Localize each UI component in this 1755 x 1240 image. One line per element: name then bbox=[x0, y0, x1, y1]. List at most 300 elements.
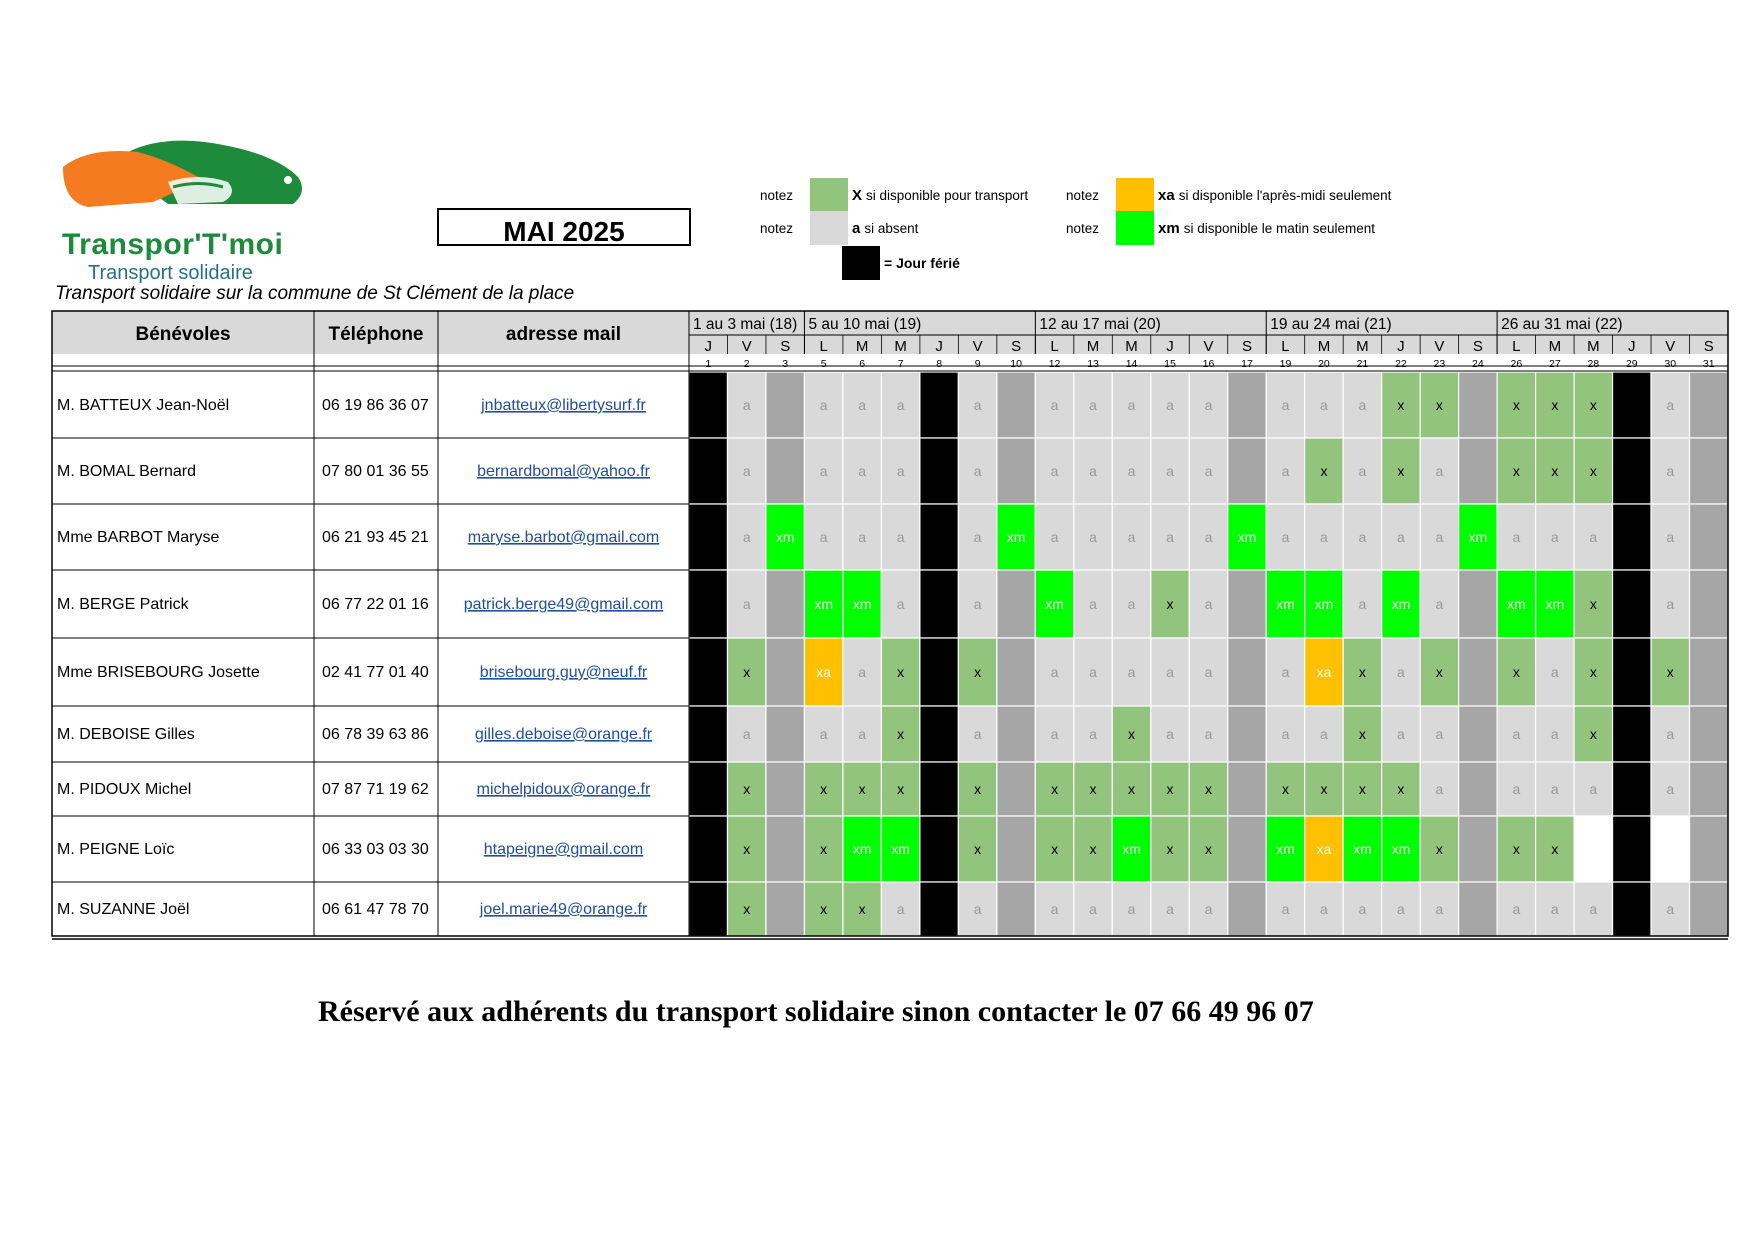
day-cell bbox=[920, 438, 958, 504]
cell-mark: x bbox=[1358, 726, 1366, 742]
week-label: 12 au 17 mai (20) bbox=[1039, 316, 1161, 333]
cell-mark: a bbox=[1320, 726, 1328, 742]
cell-mark: x bbox=[1589, 463, 1597, 479]
day-cell bbox=[920, 882, 958, 936]
cell-mark: a bbox=[1397, 726, 1405, 742]
volunteer-name: M. BOMAL Bernard bbox=[57, 463, 197, 480]
header-volunteers: Bénévoles bbox=[135, 324, 231, 345]
cell-mark: x bbox=[858, 901, 866, 917]
cell-mark: a bbox=[973, 596, 982, 612]
cell-mark: a bbox=[896, 596, 905, 612]
cell-mark: a bbox=[1127, 397, 1136, 413]
cell-mark: x bbox=[1128, 781, 1136, 797]
cell-mark: a bbox=[858, 463, 867, 479]
cell-mark: a bbox=[1204, 529, 1213, 545]
legend-code-a: a bbox=[852, 219, 861, 237]
day-cell bbox=[766, 638, 804, 706]
day-cell bbox=[1228, 706, 1266, 762]
day-cell bbox=[1613, 438, 1651, 504]
legend-prefix: notez bbox=[760, 220, 794, 236]
cell-mark: xa bbox=[816, 664, 832, 680]
day-cell bbox=[1459, 372, 1497, 438]
day-cell bbox=[997, 638, 1035, 706]
day-letter: V bbox=[1665, 338, 1676, 355]
cell-mark: a bbox=[1550, 901, 1559, 917]
cell-mark: a bbox=[742, 463, 751, 479]
day-cell bbox=[1690, 638, 1728, 706]
cell-mark: a bbox=[858, 726, 867, 742]
day-cell bbox=[1613, 638, 1651, 706]
cell-mark: x bbox=[1166, 781, 1174, 797]
cell-mark: a bbox=[1358, 596, 1367, 612]
cell-mark: a bbox=[858, 529, 867, 545]
legend-prefix: notez bbox=[760, 187, 794, 203]
cell-mark: x bbox=[897, 726, 905, 742]
cell-mark: a bbox=[742, 397, 751, 413]
day-cell bbox=[766, 570, 804, 638]
cell-mark: xm bbox=[1545, 596, 1565, 612]
day-number: 8 bbox=[936, 358, 943, 370]
volunteer-email[interactable]: maryse.barbot@gmail.com bbox=[467, 529, 660, 546]
day-cell bbox=[920, 504, 958, 570]
day-number: 10 bbox=[1010, 358, 1022, 370]
cell-mark: x bbox=[743, 901, 751, 917]
day-letter: M bbox=[1317, 338, 1331, 355]
cell-mark: x bbox=[1358, 781, 1366, 797]
legend-text-x: si disponible pour transport bbox=[866, 187, 1029, 203]
cell-mark: x bbox=[1397, 463, 1405, 479]
day-number: 30 bbox=[1664, 358, 1677, 370]
day-cell bbox=[920, 816, 958, 882]
volunteer-name: M. PIDOUX Michel bbox=[57, 781, 192, 798]
day-cell bbox=[1690, 438, 1728, 504]
cell-mark: a bbox=[896, 529, 905, 545]
cell-mark: a bbox=[1089, 596, 1097, 612]
day-number: 27 bbox=[1548, 358, 1561, 370]
cell-mark: x bbox=[743, 664, 751, 680]
day-letter: L bbox=[1050, 338, 1059, 355]
day-cell bbox=[689, 882, 727, 936]
day-number: 24 bbox=[1472, 358, 1484, 370]
cell-mark: a bbox=[1320, 529, 1328, 545]
cell-mark: a bbox=[1666, 726, 1675, 742]
day-cell bbox=[997, 438, 1035, 504]
cell-mark: xm bbox=[1391, 596, 1411, 612]
day-number: 12 bbox=[1048, 358, 1061, 370]
day-number: 19 bbox=[1279, 358, 1292, 370]
cell-mark: a bbox=[1666, 781, 1675, 797]
volunteer-name: M. BATTEUX Jean-Noël bbox=[57, 397, 230, 414]
cell-mark: a bbox=[1435, 781, 1444, 797]
cell-mark: a bbox=[1050, 664, 1059, 680]
cell-mark: a bbox=[1435, 726, 1444, 742]
cell-mark: a bbox=[1204, 397, 1213, 413]
cell-mark: x bbox=[743, 841, 751, 857]
cell-mark: xm bbox=[1006, 529, 1026, 545]
day-number: 23 bbox=[1433, 358, 1446, 370]
cell-mark: xm bbox=[852, 841, 872, 857]
day-letter: M bbox=[855, 338, 869, 355]
day-number: 14 bbox=[1125, 358, 1138, 370]
day-cell bbox=[920, 706, 958, 762]
cell-mark: x bbox=[1551, 841, 1559, 857]
cell-mark: a bbox=[1397, 529, 1405, 545]
legend-prefix: notez bbox=[1066, 220, 1100, 236]
cell-mark: a bbox=[1435, 529, 1444, 545]
volunteer-email[interactable]: gilles.deboise@orange.fr bbox=[474, 726, 653, 743]
day-cell bbox=[997, 816, 1035, 882]
day-number: 22 bbox=[1395, 358, 1407, 370]
cell-mark: xm bbox=[1314, 596, 1334, 612]
day-cell bbox=[920, 638, 958, 706]
cell-mark: a bbox=[1127, 529, 1136, 545]
cell-mark: x bbox=[820, 841, 828, 857]
volunteer-phone: 06 78 39 63 86 bbox=[322, 726, 429, 743]
cell-mark: x bbox=[1512, 463, 1520, 479]
volunteer-phone: 07 87 71 19 62 bbox=[322, 781, 429, 798]
cell-mark: a bbox=[1666, 596, 1675, 612]
cell-mark: a bbox=[1550, 664, 1559, 680]
cell-mark: x bbox=[1320, 781, 1328, 797]
day-cell bbox=[1613, 882, 1651, 936]
day-cell bbox=[1459, 638, 1497, 706]
cell-mark: a bbox=[896, 463, 905, 479]
cell-mark: a bbox=[1666, 397, 1675, 413]
day-cell bbox=[997, 706, 1035, 762]
day-number: 16 bbox=[1202, 358, 1215, 370]
cell-mark: a bbox=[1089, 664, 1097, 680]
day-letter: S bbox=[780, 338, 791, 355]
cell-mark: a bbox=[1166, 901, 1174, 917]
day-cell bbox=[997, 882, 1035, 936]
day-cell bbox=[689, 438, 727, 504]
day-letter: J bbox=[704, 338, 712, 355]
cell-mark: x bbox=[1666, 664, 1674, 680]
volunteer-email[interactable]: brisebourg.guy@neuf.fr bbox=[479, 664, 648, 681]
day-cell bbox=[766, 372, 804, 438]
cell-mark: a bbox=[896, 901, 905, 917]
volunteer-email[interactable]: patrick.berge49@gmail.com bbox=[463, 596, 664, 613]
cell-mark: xm bbox=[1353, 841, 1372, 857]
cell-mark: a bbox=[1089, 463, 1097, 479]
cell-mark: xa bbox=[1316, 664, 1332, 680]
day-number: 6 bbox=[859, 358, 866, 370]
cell-mark: a bbox=[1204, 463, 1213, 479]
cell-mark: a bbox=[1550, 726, 1559, 742]
cell-mark: a bbox=[1666, 901, 1675, 917]
day-letter: M bbox=[1356, 338, 1369, 355]
day-cell bbox=[766, 706, 804, 762]
cell-mark: a bbox=[1358, 397, 1367, 413]
day-cell bbox=[766, 762, 804, 816]
legend-text-a: si absent bbox=[864, 220, 919, 236]
cell-mark: a bbox=[973, 397, 982, 413]
day-cell bbox=[920, 762, 958, 816]
cell-mark: a bbox=[1358, 529, 1367, 545]
cell-mark: xm bbox=[1122, 841, 1141, 857]
cell-mark: a bbox=[1435, 463, 1444, 479]
volunteer-phone: 06 21 93 45 21 bbox=[322, 529, 429, 546]
cell-mark: a bbox=[1666, 463, 1675, 479]
day-number: 31 bbox=[1702, 358, 1715, 370]
cell-mark: a bbox=[1550, 529, 1559, 545]
cell-mark: x bbox=[1320, 463, 1328, 479]
day-letter: V bbox=[972, 338, 983, 355]
cell-mark: x bbox=[820, 901, 828, 917]
day-cell bbox=[1228, 372, 1266, 438]
day-cell bbox=[997, 762, 1035, 816]
day-cell bbox=[689, 504, 727, 570]
cell-mark: x bbox=[820, 781, 828, 797]
cell-mark: a bbox=[1050, 529, 1059, 545]
cell-mark: a bbox=[1550, 781, 1559, 797]
day-cell bbox=[766, 882, 804, 936]
cell-mark: a bbox=[1512, 781, 1521, 797]
volunteer-name: M. DEBOISE Gilles bbox=[57, 726, 195, 743]
volunteer-phone: 06 61 47 78 70 bbox=[322, 901, 429, 918]
day-letter: S bbox=[1472, 338, 1483, 355]
cell-mark: a bbox=[1281, 664, 1290, 680]
cell-mark: x bbox=[974, 841, 982, 857]
cell-mark: xm bbox=[814, 596, 834, 612]
cell-mark: x bbox=[1051, 841, 1059, 857]
cell-mark: a bbox=[1281, 397, 1290, 413]
day-cell bbox=[1228, 762, 1266, 816]
cell-mark: a bbox=[819, 529, 828, 545]
cell-mark: a bbox=[742, 726, 751, 742]
cell-mark: x bbox=[1512, 397, 1520, 413]
cell-mark: xm bbox=[775, 529, 795, 545]
day-cell bbox=[1690, 816, 1728, 882]
cell-mark: a bbox=[1089, 901, 1097, 917]
legend-code-xm: xm bbox=[1158, 219, 1180, 237]
day-number: 1 bbox=[705, 358, 712, 370]
footer-note: Réservé aux adhérents du transport solidaire sinon contacter le 07 66 49 96 07 bbox=[318, 995, 1314, 1028]
volunteer-name: Mme BARBOT Maryse bbox=[57, 529, 220, 546]
volunteer-name: Mme BRISEBOURG Josette bbox=[57, 664, 260, 681]
day-cell bbox=[1613, 504, 1651, 570]
volunteer-email[interactable]: michelpidoux@orange.fr bbox=[476, 781, 651, 798]
day-letter: J bbox=[935, 338, 943, 355]
legend-text-xa: si disponible l'après-midi seulement bbox=[1178, 187, 1392, 203]
cell-mark: x bbox=[1435, 841, 1443, 857]
day-letter: V bbox=[1203, 338, 1214, 355]
day-cell bbox=[1613, 816, 1651, 882]
day-cell bbox=[1651, 816, 1689, 882]
cell-mark: xa bbox=[1316, 841, 1332, 857]
cell-mark: x bbox=[1128, 726, 1136, 742]
day-cell bbox=[1613, 706, 1651, 762]
cell-mark: a bbox=[1204, 901, 1213, 917]
day-number: 5 bbox=[820, 358, 827, 370]
cell-mark: a bbox=[858, 664, 867, 680]
cell-mark: a bbox=[1589, 529, 1598, 545]
cell-mark: a bbox=[819, 726, 828, 742]
volunteer-phone: 06 33 03 03 30 bbox=[322, 841, 429, 858]
cell-mark: a bbox=[1204, 664, 1213, 680]
cell-mark: x bbox=[1589, 397, 1597, 413]
cell-mark: x bbox=[1397, 397, 1405, 413]
cell-mark: xm bbox=[1507, 596, 1526, 612]
week-label: 1 au 3 mai (18) bbox=[693, 316, 798, 333]
day-cell bbox=[920, 570, 958, 638]
day-number: 20 bbox=[1318, 358, 1330, 370]
day-cell bbox=[1228, 882, 1266, 936]
day-number: 9 bbox=[974, 358, 981, 370]
cell-mark: a bbox=[1050, 463, 1059, 479]
volunteer-name: M. SUZANNE Joël bbox=[57, 901, 190, 918]
cell-mark: a bbox=[1435, 901, 1444, 917]
cell-mark: x bbox=[1551, 463, 1559, 479]
cell-mark: xm bbox=[1237, 529, 1257, 545]
day-letter: M bbox=[894, 338, 907, 355]
cell-mark: x bbox=[1435, 664, 1443, 680]
day-number: 15 bbox=[1164, 358, 1176, 370]
day-cell bbox=[689, 706, 727, 762]
cell-mark: x bbox=[1166, 841, 1174, 857]
day-cell bbox=[1690, 882, 1728, 936]
cell-mark: a bbox=[1666, 529, 1675, 545]
cell-mark: a bbox=[1166, 463, 1174, 479]
cell-mark: x bbox=[1089, 841, 1097, 857]
cell-mark: a bbox=[1127, 901, 1136, 917]
cell-mark: x bbox=[1512, 841, 1520, 857]
day-cell bbox=[689, 816, 727, 882]
cell-mark: a bbox=[1050, 901, 1059, 917]
cell-mark: a bbox=[1166, 529, 1174, 545]
volunteer-email[interactable]: jnbatteux@libertysurf.fr bbox=[481, 397, 646, 414]
cell-mark: xm bbox=[891, 841, 910, 857]
cell-mark: x bbox=[858, 781, 866, 797]
volunteer-email[interactable]: htapeigne@gmail.com bbox=[483, 841, 644, 858]
cell-mark: a bbox=[1127, 664, 1136, 680]
day-cell bbox=[1613, 570, 1651, 638]
day-cell bbox=[689, 638, 727, 706]
cell-mark: x bbox=[1051, 781, 1059, 797]
cell-mark: x bbox=[1589, 596, 1597, 612]
cell-mark: x bbox=[1166, 596, 1174, 612]
day-letter: V bbox=[741, 338, 752, 355]
day-cell bbox=[1459, 438, 1497, 504]
cell-mark: x bbox=[974, 781, 982, 797]
cell-mark: x bbox=[1551, 397, 1559, 413]
day-cell bbox=[1459, 762, 1497, 816]
cell-mark: a bbox=[1320, 901, 1328, 917]
day-cell bbox=[997, 372, 1035, 438]
cell-mark: a bbox=[1358, 901, 1367, 917]
subtitle: Transport solidaire sur la commune de St Clément de la place bbox=[55, 283, 575, 304]
cell-mark: a bbox=[973, 463, 982, 479]
volunteer-phone: 06 77 22 01 16 bbox=[322, 596, 429, 613]
day-cell bbox=[1613, 762, 1651, 816]
cell-mark: a bbox=[896, 397, 905, 413]
week-label: 26 au 31 mai (22) bbox=[1501, 316, 1623, 333]
day-cell bbox=[920, 372, 958, 438]
cell-mark: a bbox=[1050, 726, 1059, 742]
legend-holiday-text: = Jour férié bbox=[884, 255, 960, 271]
volunteer-phone: 07 80 01 36 55 bbox=[322, 463, 429, 480]
day-letter: S bbox=[1703, 338, 1714, 355]
cell-mark: a bbox=[742, 596, 751, 612]
volunteer-email[interactable]: joel.marie49@orange.fr bbox=[479, 901, 648, 918]
day-letter: M bbox=[1125, 338, 1138, 355]
cell-mark: x bbox=[974, 664, 982, 680]
day-cell bbox=[1459, 816, 1497, 882]
day-number: 21 bbox=[1356, 358, 1369, 370]
cell-mark: a bbox=[1281, 901, 1290, 917]
cell-mark: a bbox=[742, 529, 751, 545]
day-cell bbox=[997, 570, 1035, 638]
day-letter: J bbox=[1166, 338, 1174, 355]
header-phone: Téléphone bbox=[328, 324, 424, 345]
day-cell bbox=[1574, 816, 1612, 882]
cell-mark: x bbox=[743, 781, 751, 797]
cell-mark: x bbox=[1589, 726, 1597, 742]
cell-mark: a bbox=[1512, 529, 1521, 545]
cell-mark: a bbox=[1166, 397, 1174, 413]
cell-mark: a bbox=[1050, 397, 1059, 413]
cell-mark: x bbox=[1512, 664, 1520, 680]
volunteer-name: M. BERGE Patrick bbox=[57, 596, 189, 613]
cell-mark: a bbox=[1166, 664, 1174, 680]
cell-mark: a bbox=[1089, 397, 1097, 413]
cell-mark: a bbox=[1281, 529, 1290, 545]
week-label: 19 au 24 mai (21) bbox=[1270, 316, 1392, 333]
cell-mark: a bbox=[819, 397, 828, 413]
day-number: 3 bbox=[782, 358, 789, 370]
day-cell bbox=[1459, 706, 1497, 762]
day-cell bbox=[689, 762, 727, 816]
legend-code-xa: xa bbox=[1158, 186, 1175, 204]
cell-mark: a bbox=[973, 726, 982, 742]
cell-mark: x bbox=[1281, 781, 1289, 797]
cell-mark: a bbox=[1089, 529, 1097, 545]
day-cell bbox=[1690, 372, 1728, 438]
volunteer-email[interactable]: bernardbomal@yahoo.fr bbox=[477, 463, 650, 480]
cell-mark: a bbox=[1166, 726, 1174, 742]
header-email: adresse mail bbox=[505, 324, 622, 345]
cell-mark: xm bbox=[1045, 596, 1064, 612]
volunteer-phone: 06 19 86 36 07 bbox=[322, 397, 429, 414]
logo-name: Transpor'T'moi bbox=[62, 228, 284, 261]
day-letter: L bbox=[1281, 338, 1290, 355]
week-label: 5 au 10 mai (19) bbox=[808, 316, 922, 333]
day-cell bbox=[1690, 762, 1728, 816]
day-number: 28 bbox=[1587, 358, 1600, 370]
cell-mark: a bbox=[973, 529, 982, 545]
day-letter: L bbox=[1512, 338, 1521, 355]
cell-mark: a bbox=[1281, 726, 1290, 742]
volunteer-phone: 02 41 77 01 40 bbox=[322, 664, 429, 681]
day-cell bbox=[1228, 638, 1266, 706]
day-number: 2 bbox=[743, 358, 750, 370]
day-letter: S bbox=[1241, 338, 1252, 355]
cell-mark: a bbox=[973, 901, 982, 917]
cell-mark: xm bbox=[1468, 529, 1488, 545]
page-title: MAI 2025 bbox=[437, 208, 691, 246]
day-letter: M bbox=[1548, 338, 1562, 355]
day-number: 13 bbox=[1087, 358, 1099, 370]
volunteer-name: M. PEIGNE Loïc bbox=[57, 841, 175, 858]
cell-mark: x bbox=[1435, 397, 1443, 413]
cell-mark: a bbox=[1320, 397, 1328, 413]
day-cell bbox=[1228, 816, 1266, 882]
day-cell bbox=[1690, 504, 1728, 570]
day-number: 29 bbox=[1625, 358, 1638, 370]
cell-mark: x bbox=[1089, 781, 1097, 797]
day-letter: M bbox=[1587, 338, 1600, 355]
day-cell bbox=[689, 570, 727, 638]
